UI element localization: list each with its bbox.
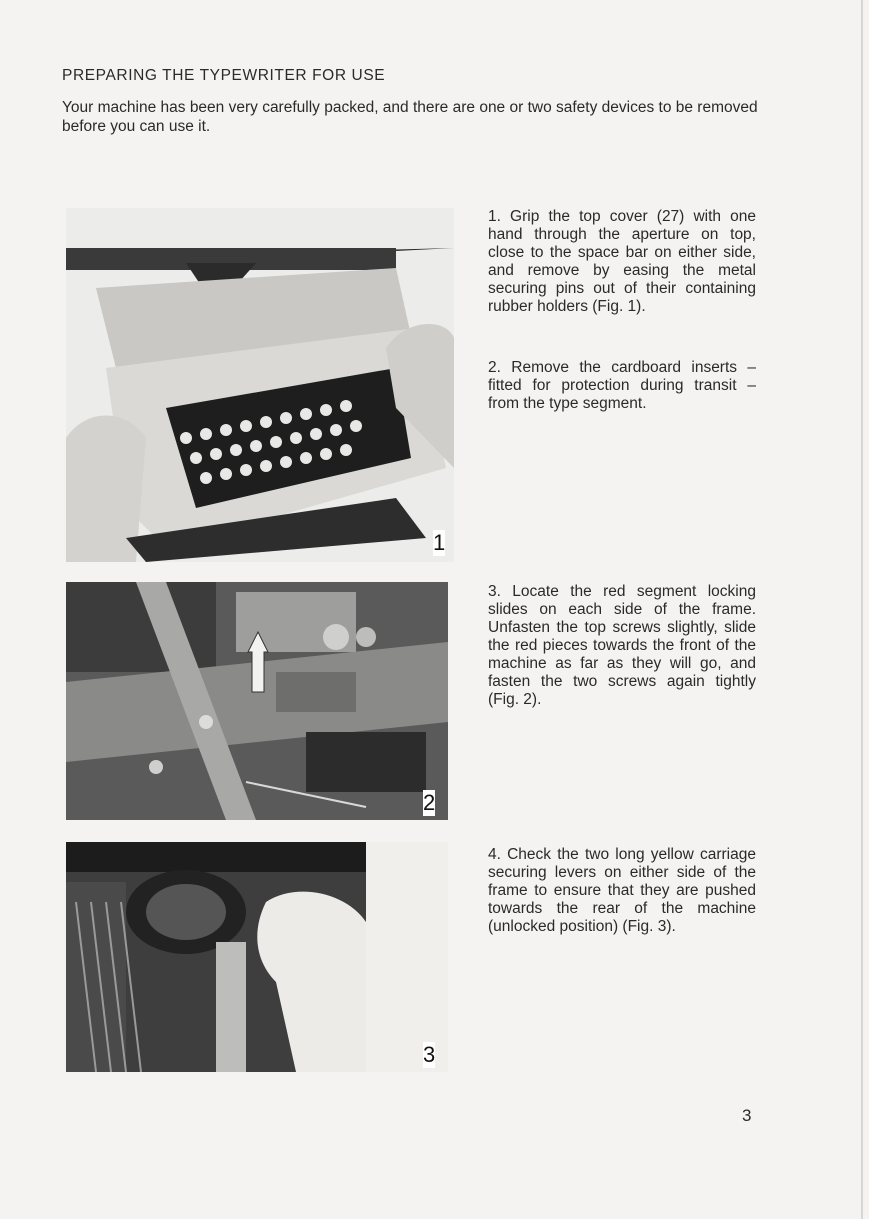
typewriter-illustration (66, 208, 454, 562)
figure-1-number: 1 (433, 530, 446, 555)
step-3-text: 3. Locate the red segment locking slides on each side of the frame. Unfasten the top screws slightly, slide the red pieces towards the front of the machine as far as they will go, and fasten the two screws again tightly (Fig. 2). (488, 583, 756, 708)
figure-2-number: 2 (423, 790, 436, 815)
step-2-text: 2. Remove the cardboard inserts – fitted for protection during transit – from the type segment. (488, 359, 756, 412)
step-4-text: 4. Check the two long yellow carriage securing levers on either side of the frame to ensure that they are pushed towards the rear of the machine (unlocked position) (Fig. 3). (488, 846, 756, 935)
figure-2-photo (66, 582, 448, 820)
figure-3-photo (66, 842, 448, 1072)
step-1-text: 1. Grip the top cover (27) with one hand through the aperture on top, close to the space bar on either side, and remove by easing the metal securing pins out of their containing rubber holders (Fig. 1). (488, 208, 756, 315)
intro-paragraph: Your machine has been very carefully packed, and there are one or two safety devices to be removed before you can use it. (62, 99, 758, 135)
segment-slide-illustration (66, 582, 448, 820)
figure-1-photo (66, 208, 454, 562)
page-number: 3 (742, 1106, 752, 1125)
page-edge (861, 0, 863, 1219)
page-heading: PREPARING THE TYPEWRITER FOR USE (62, 67, 386, 84)
figure-3-number: 3 (423, 1042, 436, 1067)
carriage-lever-illustration (66, 842, 448, 1072)
